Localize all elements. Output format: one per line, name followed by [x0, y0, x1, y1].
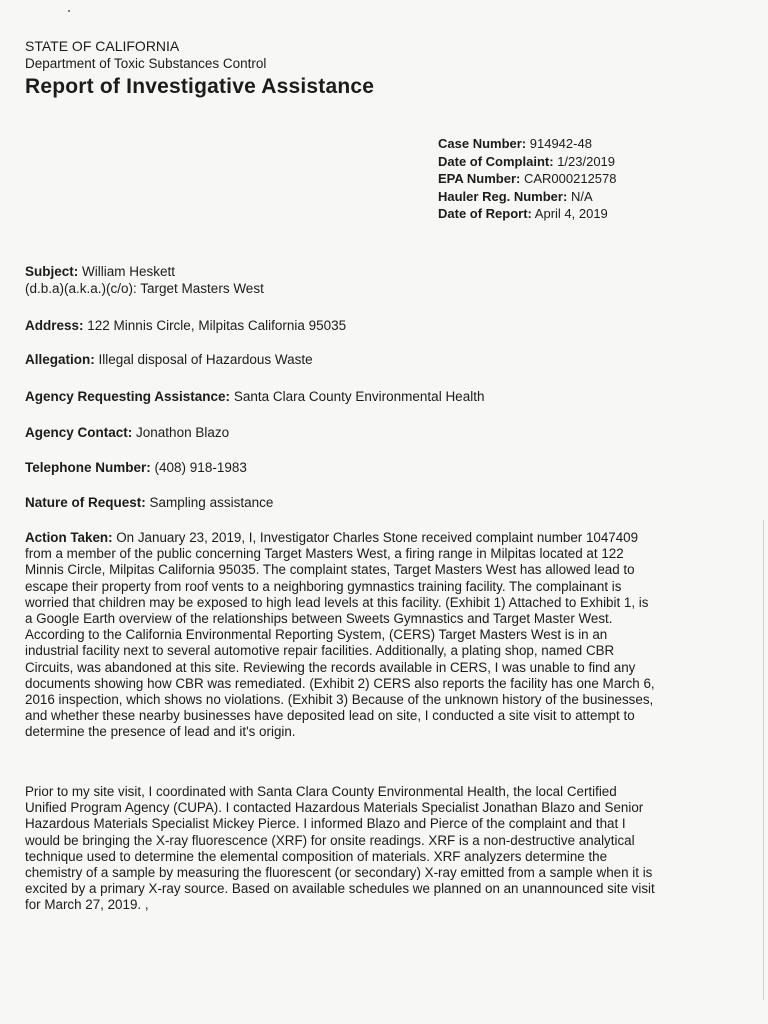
- complaint-date-row: [438, 153, 617, 171]
- nature-label: Nature of Request:: [25, 495, 146, 510]
- report-title: Report of Investigative Assistance: [25, 75, 375, 98]
- dba-field: [25, 280, 264, 297]
- action-taken-label: Action Taken:: [25, 530, 113, 545]
- address-value: 122 Minnis Circle, Milpitas California 95035: [87, 318, 347, 333]
- department-heading: Department of Toxic Substances Control: [25, 56, 267, 71]
- address-field: [25, 317, 346, 334]
- complaint-date-value: 1/23/2019: [557, 153, 616, 169]
- subject-label: Subject:: [25, 264, 79, 279]
- case-number-label: Case Number:: [438, 136, 527, 151]
- report-date-value: April 4, 2019: [534, 206, 608, 222]
- epa-number-row: [438, 170, 617, 188]
- coordination-paragraph: Prior to my site visit, I coordinated with Santa Clara County Environmental Health, the local Certified Unified Program Agency (CUPA). I contacted Hazardous Materials Specialist Jonathan Blazo and Senior Hazardous Materials Specialist Mickey Pierce. I informed Blazo and Pierce of the complaint and that I would be bringing the X-ray fluorescence (XRF) for onsite readings. XRF is a non-destructive analytical technique used to determine the elemental composition of materials. XRF analyzers determine the chemistry of a sample by measuring the fluorescent (or secondary) X-ray emitted from a sample when it is excited by a primary X-ray source. Based on available schedules we planned on an unannounced site visit for March 27, 2019. ,: [25, 784, 655, 913]
- report-date-row: [438, 205, 617, 223]
- subject-field: [25, 263, 175, 280]
- allegation-label: Allegation:: [25, 352, 95, 367]
- agency-field: [25, 388, 484, 405]
- agency-label: Agency Requesting Assistance:: [25, 389, 231, 404]
- hauler-value: N/A: [570, 188, 593, 204]
- hauler-label: Hauler Reg. Number:: [438, 188, 568, 204]
- epa-number-value: CAR000212578: [523, 171, 617, 187]
- phone-label: Telephone Number:: [25, 460, 151, 475]
- case-info-block: [438, 135, 617, 223]
- agency-value: Santa Clara County Environmental Health: [233, 389, 485, 404]
- nature-field: [25, 494, 273, 511]
- state-heading: STATE OF CALIFORNIA: [25, 38, 180, 54]
- contact-value: Jonathon Blazo: [136, 425, 230, 440]
- subject-value: William Heskett: [82, 264, 176, 279]
- case-number-value: 914942-48: [529, 136, 592, 151]
- phone-field: [25, 459, 247, 476]
- allegation-field: [25, 351, 313, 368]
- action-taken-paragraph: [25, 530, 745, 741]
- dba-value: (d.b.a)(a.k.a.)(c/o): Target Masters West: [25, 281, 264, 296]
- allegation-value: Illegal disposal of Hazardous Waste: [98, 352, 313, 367]
- phone-value: (408) 918-1983: [154, 460, 247, 475]
- epa-number-label: EPA Number:: [438, 171, 521, 187]
- contact-field: [25, 424, 229, 441]
- hauler-row: [438, 188, 617, 206]
- report-date-label: Date of Report:: [438, 206, 532, 222]
- address-label: Address:: [25, 318, 84, 333]
- case-number-row: [438, 135, 617, 153]
- contact-label: Agency Contact:: [25, 425, 133, 440]
- complaint-date-label: Date of Complaint:: [438, 153, 554, 169]
- action-taken-text: On January 23, 2019, I, Investigator Charles Stone received complaint number 1047409 from a member of the public concerning Target Masters West, a firing range in Milpitas located at 122 Minnis Circle, Milpitas California 95035. The complaint states, Target Masters West has allowed lead to escape their property from roof vents to a neighboring gymnastics training facility. The complainant is worried that children may be exposed to high lead levels at this facility. (Exhibit 1) Attached to Exhibit 1, is a Google Earth overview of the relationships between Sweets Gymnastics and Target Master West. According to the California Environmental Reporting System, (CERS) Target Masters West is in an industrial facility next to several automotive repair facilities. Additionally, a plating shop, named CBR Circuits, was abandoned at this site. Reviewing the records available in CERS, I was unable to find any documents showing how CBR was remediated. (Exhibit 2) CERS also reports the facility has one March 6, 2016 inspection, which shows no violations. (Exhibit 3) Because of the unknown history of the businesses, and whether these nearby businesses have deposited lead on site, I conducted a site visit to attempt to determine the presence of lead and it's origin.: [25, 530, 655, 740]
- nature-value: Sampling assistance: [149, 495, 274, 510]
- scan-edge-line: [763, 520, 764, 1000]
- scan-speck: [68, 10, 70, 12]
